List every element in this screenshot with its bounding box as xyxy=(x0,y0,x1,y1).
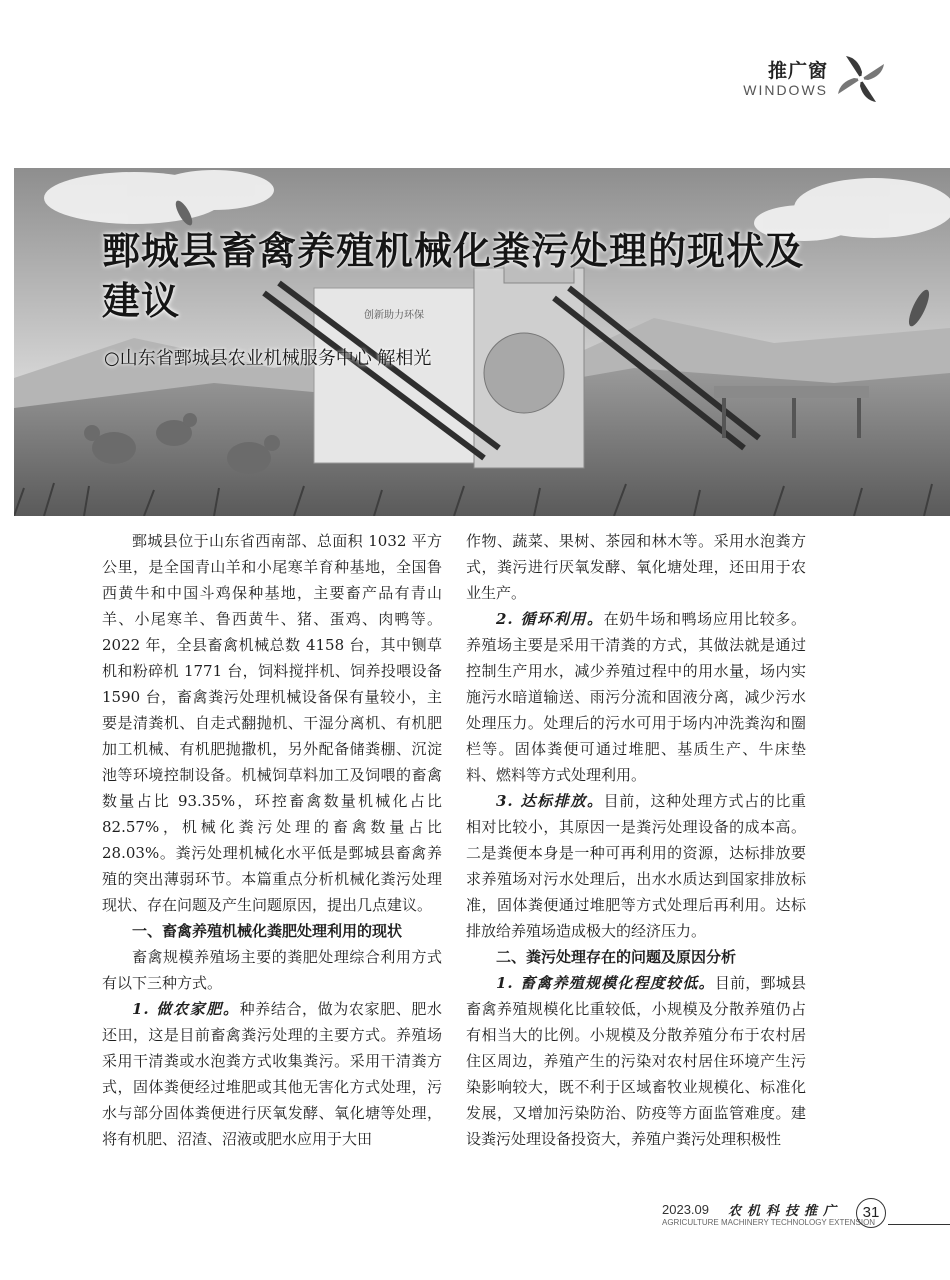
magazine-name-en: AGRICULTURE MACHINERY TECHNOLOGY EXTENSION xyxy=(662,1218,876,1227)
section-heading: 二、粪污处理存在的问题及原因分析 xyxy=(496,948,737,966)
pinwheel-logo-icon xyxy=(832,50,890,108)
paragraph-lead: 2. 循环利用。 xyxy=(496,610,604,628)
hero-banner xyxy=(14,168,950,516)
paragraph: 鄄城县位于山东省西南部、总面积 1032 平方公里，是全国青山羊和小尾寒羊育种基地，全国鲁西黄牛和中国斗鸡保种基地，主要畜产品有青山羊、小尾寒羊、鲁西黄牛、猪、蛋鸡、肉鸭等。2022 年，全县畜禽机械总数 4158 台，其中铡草机和粉碎机 1771 台，饲料搅拌机、饲养投喂设备 1590 台，畜禽粪污处理机械设备保有量较小，主要是清粪机、自走式翻抛机、干湿分离机、有机肥加工机械、有机肥抛撒机，另外配备储粪棚、沉淀池等环境控制设备。机械饲草料加工及饲喂的畜禽数量占比 93.35%，环控畜禽数量机械化占比 82.57%，机械化粪污处理的畜禽数量占比 28.03%。粪污处理机械化水平低是鄄城县畜禽养殖的突出薄弱环节。本篇重点分析机械化粪污处理现状、存在问题及产生问题原因，提出几点建议。 xyxy=(102,532,442,914)
paragraph-lead: 1. 做农家肥。 xyxy=(132,1000,240,1018)
paragraph xyxy=(102,996,442,1152)
paragraph-lead: 3. 达标排放。 xyxy=(496,792,604,810)
section-heading: 一、畜禽养殖机械化粪肥处理利用的现状 xyxy=(132,922,403,940)
magazine-name: 农机科技推广 xyxy=(728,1204,843,1219)
paragraph xyxy=(466,970,806,1152)
page-number: 31 xyxy=(856,1198,886,1228)
paragraph xyxy=(466,788,806,944)
machine-sign: 创新助力环保 xyxy=(364,310,424,321)
issue-date: 2023.09 xyxy=(662,1202,709,1217)
article-byline: ○山东省鄄城县农业机械服务中心 解相光 xyxy=(104,348,432,369)
footer-rule xyxy=(888,1224,950,1225)
paragraph-body: 在奶牛场和鸭场应用比较多。养殖场主要是采用干清粪的方式，其做法就是通过控制生产用水，减少养殖过程中的用水量，场内实施污水暗道输送、雨污分流和固液分离，减少污水处理压力。处理后的污水可用于场内冲洗粪沟和圈栏等。固体粪便可通过堆肥、基质生产、牛床垫料、燃料等方式处理利用。 xyxy=(466,610,806,784)
hero-illustration xyxy=(14,168,950,516)
page-footer xyxy=(600,1196,950,1236)
section-subtitle: WINDOWS xyxy=(743,82,828,98)
section-brand xyxy=(740,50,890,110)
paragraph-body: 种养结合，做为农家肥、肥水还田，这是目前畜禽粪污处理的主要方式。养殖场采用干清粪或水泡粪方式收集粪污。采用干清粪方式，固体粪便经过堆肥或其他无害化方式处理，污水与部分固体粪便进行厌氧发酵、氧化塘等处理，将有机肥、沼渣、沼液或肥水应用于大田 xyxy=(102,1000,442,1148)
article-column-left xyxy=(102,528,442,1152)
paragraph-lead: 1. 畜禽养殖规模化程度较低。 xyxy=(496,974,715,992)
paragraph-body: 目前，鄄城县畜禽养殖规模化比重较低，小规模及分散养殖仍占有相当大的比例。小规模及分散养殖分布于农村居住区周边，养殖产生的污染对农村居住环境产生污染影响较大，既不利于区域畜牧业规模化、标准化发展，又增加污染防治、防疫等方面监管难度。建设粪污处理设备投资大，养殖户粪污处理积极性 xyxy=(466,974,806,1148)
section-title: 推广窗 xyxy=(767,60,828,82)
paragraph xyxy=(466,606,806,788)
paragraph: 畜禽规模养殖场主要的粪肥处理综合利用方式有以下三种方式。 xyxy=(102,948,442,992)
paragraph: 作物、蔬菜、果树、茶园和林木等。采用水泡粪方式，粪污进行厌氧发酵、氧化塘处理，还田用于农业生产。 xyxy=(466,532,806,602)
article-title: 鄄城县畜禽养殖机械化粪污处理的现状及建议 xyxy=(102,228,805,323)
paragraph-body: 目前，这种处理方式占的比重相对比较小，其原因一是粪污处理设备的成本高。二是粪便本身是一种可再利用的资源，达标排放要求养殖场对污水处理后，出水水质达到国家排放标准，固体粪便通过堆肥等方式处理后再利用。达标排放给养殖场造成极大的经济压力。 xyxy=(466,792,806,940)
article-column-right xyxy=(466,528,806,1152)
